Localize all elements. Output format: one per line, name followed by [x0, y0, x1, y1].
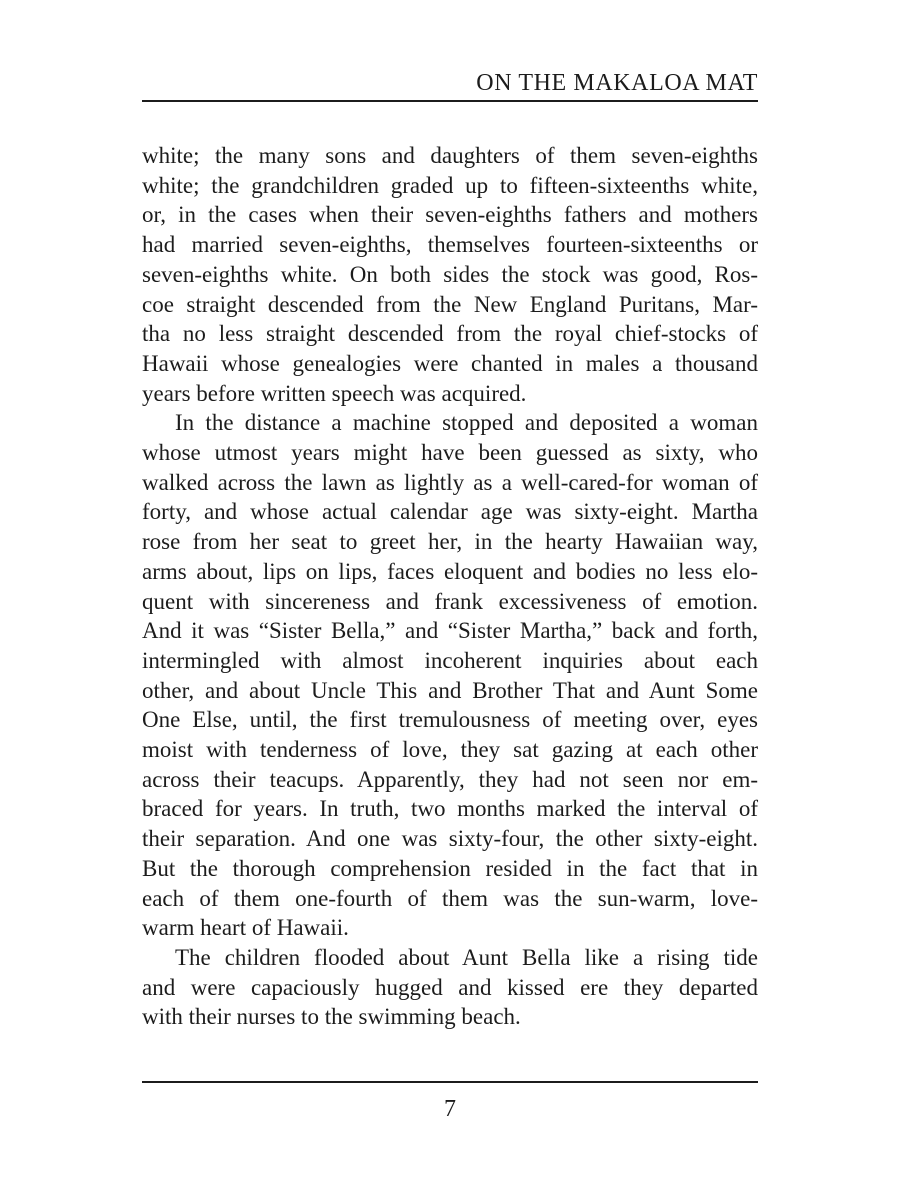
- running-head: ON THE MAKALOA MAT: [476, 70, 758, 96]
- text-line: quent with sincereness and frank excessiveness of emotion.: [142, 588, 758, 614]
- paragraph-1: [142, 141, 758, 408]
- text-line: whose utmost years might have been guessed as sixty, who: [142, 440, 758, 466]
- text-line: But the thorough comprehension resided in the fact that in: [142, 855, 758, 881]
- text-line: coe straight descended from the New England Puritans, Mar-: [142, 291, 758, 317]
- text-line: One Else, until, the first tremulousness of meeting over, eyes: [142, 707, 758, 733]
- text-line: each of them one-fourth of them was the sun-warm, love-: [142, 885, 758, 911]
- text-line: years before written speech was acquired.: [142, 380, 527, 406]
- page-number: 7: [444, 1096, 456, 1122]
- text-line: And it was “Sister Bella,” and “Sister Martha,” back and forth,: [142, 618, 758, 644]
- body-text: [142, 141, 758, 1032]
- text-line: and were capaciously hugged and kissed ere they departed: [142, 974, 758, 1000]
- text-line: Hawaii whose genealogies were chanted in males a thousand: [142, 350, 758, 376]
- text-line: tha no less straight descended from the royal chief-stocks of: [142, 321, 758, 347]
- text-line: other, and about Uncle This and Brother That and Aunt Some: [142, 677, 758, 703]
- text-line: across their teacups. Apparently, they had not seen nor em-: [142, 766, 758, 792]
- text-line: with their nurses to the swimming beach.: [142, 1004, 521, 1030]
- text-line: moist with tenderness of love, they sat gazing at each other: [142, 737, 758, 763]
- text-line: their separation. And one was sixty-four, the other sixty-eight.: [142, 826, 758, 852]
- paragraph-2: [142, 408, 758, 943]
- text-line: white; the grandchildren graded up to fifteen-sixteenths white,: [142, 172, 758, 198]
- text-line: intermingled with almost incoherent inquiries about each: [142, 647, 758, 673]
- header-rule: [142, 100, 758, 102]
- text-line: white; the many sons and daughters of them seven-eighths: [142, 143, 758, 168]
- text-line: braced for years. In truth, two months marked the interval of: [142, 796, 758, 822]
- text-line: arms about, lips on lips, faces eloquent and bodies no less elo-: [142, 558, 758, 584]
- text-line: forty, and whose actual calendar age was sixty-eight. Martha: [142, 499, 758, 525]
- text-line: The children flooded about Aunt Bella like a rising tide: [175, 944, 758, 970]
- text-line: seven-eighths white. On both sides the stock was good, Ros-: [142, 261, 758, 287]
- text-line: walked across the lawn as lightly as a well-cared-for woman of: [142, 469, 758, 495]
- text-line: rose from her seat to greet her, in the hearty Hawaiian way,: [142, 529, 758, 555]
- text-line: warm heart of Hawaii.: [142, 915, 349, 941]
- text-line: had married seven-eighths, themselves fourteen-sixteenths or: [142, 232, 758, 258]
- footer-rule: [142, 1081, 758, 1083]
- paragraph-3: [142, 943, 758, 1032]
- text-line: In the distance a machine stopped and deposited a woman: [175, 410, 758, 436]
- text-line: or, in the cases when their seven-eighths fathers and mothers: [142, 202, 758, 228]
